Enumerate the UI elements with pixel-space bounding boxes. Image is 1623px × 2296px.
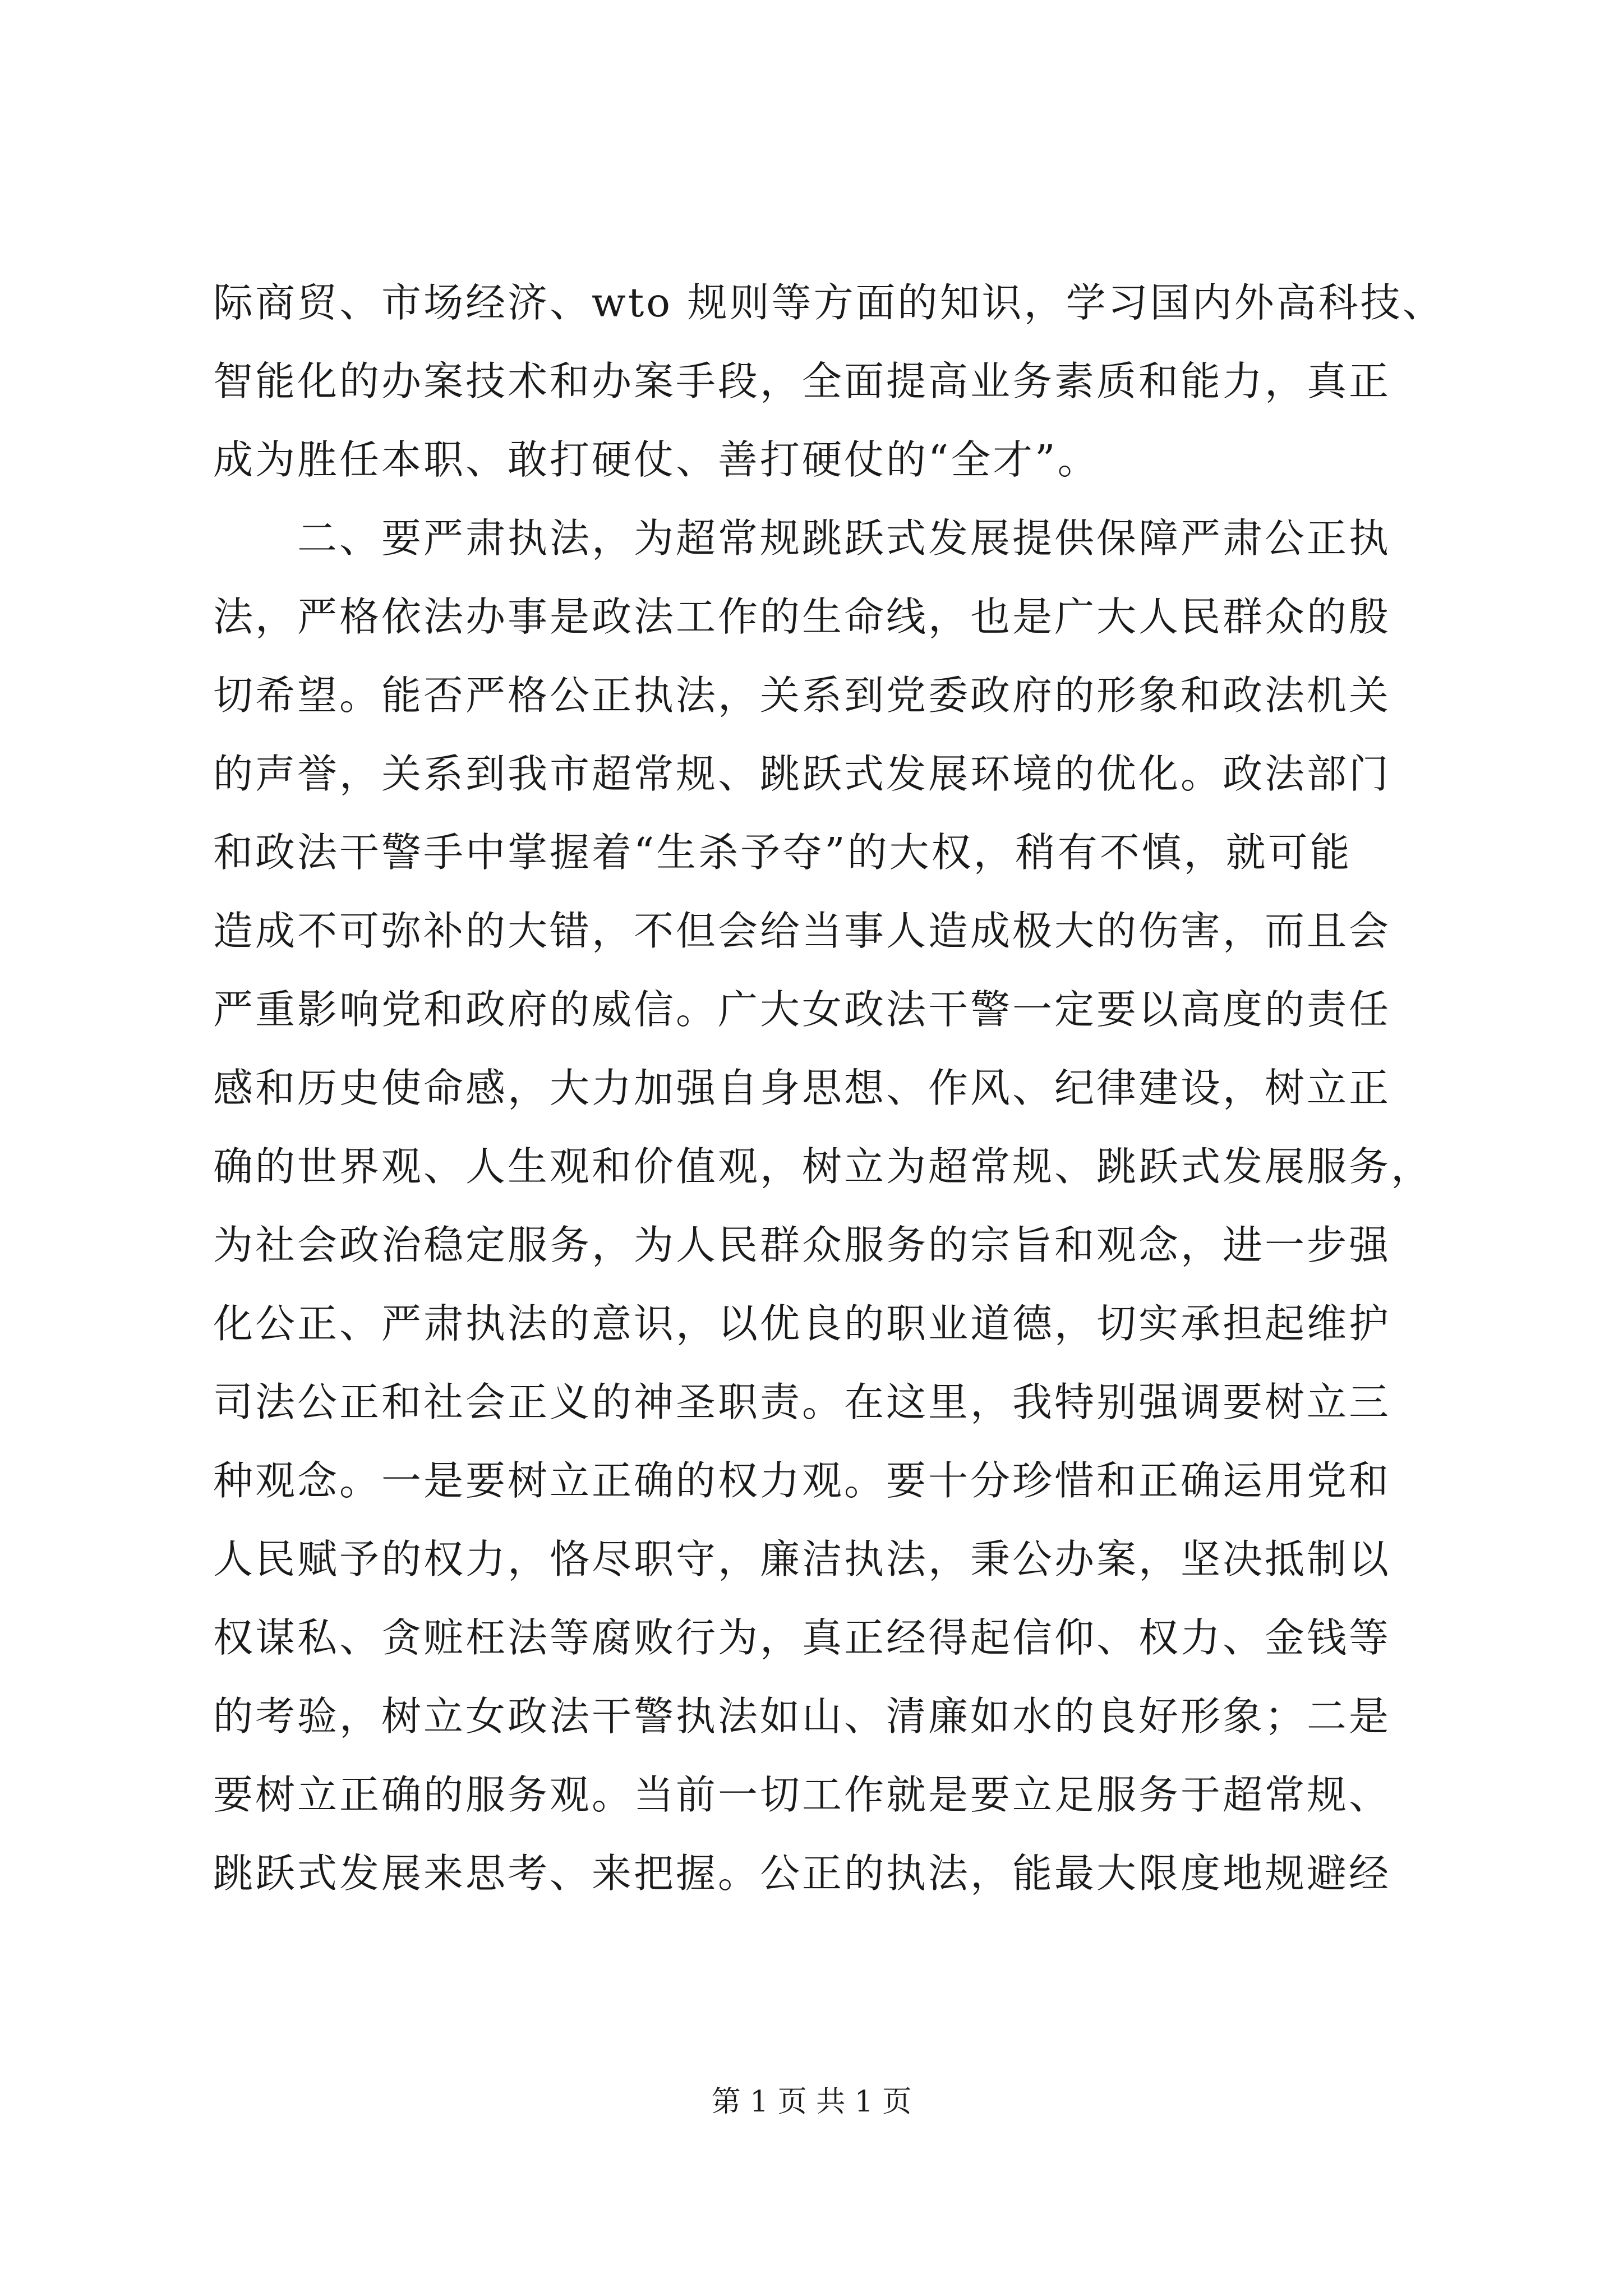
text-line: 法，严格依法办事是政法工作的生命线，也是广大人民群众的殷 bbox=[213, 593, 1391, 640]
text-line: 司法公正和社会正义的神圣职责。在这里，我特别强调要树立三 bbox=[213, 1379, 1391, 1425]
text-line: 化公正、严肃执法的意识，以优良的职业道德，切实承担起维护 bbox=[213, 1300, 1391, 1347]
text-line: 切希望。能否严格公正执法，关系到党委政府的形象和政法机关 bbox=[213, 672, 1391, 719]
text-line: 成为胜任本职、敢打硬仗、善打硬仗的“全才”。 bbox=[213, 436, 1100, 483]
text-line: 跳跃式发展来思考、来把握。公正的执法，能最大限度地规避经 bbox=[213, 1850, 1391, 1897]
page-number: 第 1 页 共 1 页 bbox=[711, 2085, 912, 2119]
text-line: 智能化的办案技术和办案手段，全面提高业务素质和能力，真正 bbox=[213, 358, 1391, 404]
page-footer bbox=[0, 2082, 1623, 2122]
text-line: 和政法干警手中掌握着“生杀予夺”的大权，稍有不慎，就可能 bbox=[213, 829, 1352, 876]
text-line: 人民赋予的权力，恪尽职守，廉洁执法，秉公办案，坚决抵制以 bbox=[213, 1536, 1391, 1582]
section-heading-line: 二、要严肃执法，为超常规跳跃式发展提供保障严肃公正执 bbox=[297, 515, 1391, 562]
text-line: 际商贸、市场经济、wto 规则等方面的知识，学习国内外高科技、 bbox=[213, 279, 1445, 326]
text-line: 造成不可弥补的大错，不但会给当事人造成极大的伤害，而且会 bbox=[213, 908, 1391, 954]
text-line: 的声誉，关系到我市超常规、跳跃式发展环境的优化。政法部门 bbox=[213, 751, 1391, 797]
text-line: 为社会政治稳定服务，为人民群众服务的宗旨和观念，进一步强 bbox=[213, 1222, 1391, 1268]
text-line: 要树立正确的服务观。当前一切工作就是要立足服务于超常规、 bbox=[213, 1772, 1391, 1818]
text-line: 的考验，树立女政法干警执法如山、清廉如水的良好形象；二是 bbox=[213, 1693, 1391, 1740]
body-text bbox=[213, 264, 1492, 1913]
text-line: 确的世界观、人生观和价值观，树立为超常规、跳跃式发展服务， bbox=[213, 1143, 1433, 1190]
text-line: 权谋私、贪赃枉法等腐败行为，真正经得起信仰、权力、金钱等 bbox=[213, 1614, 1391, 1661]
text-line: 感和历史使命感，大力加强自身思想、作风、纪律建设，树立正 bbox=[213, 1065, 1391, 1111]
text-line: 种观念。一是要树立正确的权力观。要十分珍惜和正确运用党和 bbox=[213, 1457, 1391, 1504]
text-line: 严重影响党和政府的威信。广大女政法干警一定要以高度的责任 bbox=[213, 986, 1391, 1033]
